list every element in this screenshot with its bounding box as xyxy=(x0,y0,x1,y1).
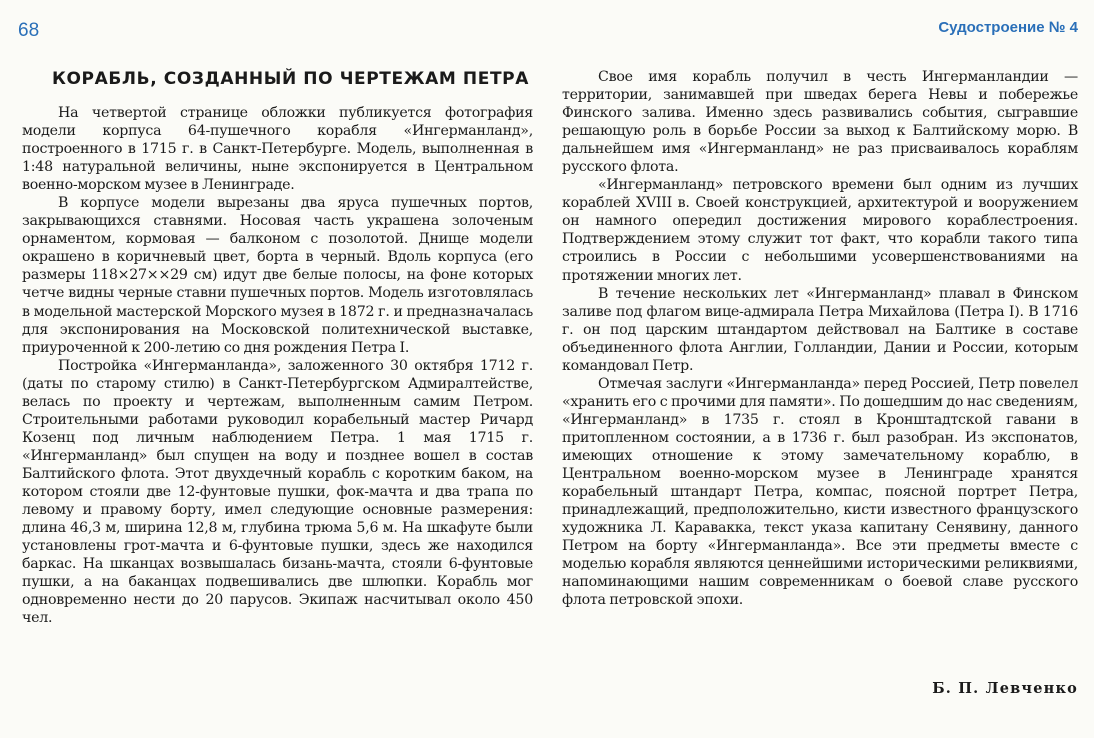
author-signature: Б. П. Левченко xyxy=(932,680,1078,697)
running-head: Судостроение № 4 xyxy=(938,19,1078,36)
paragraph: Отмечая заслуги «Ингерманланда» перед Россией, Петр повелел «хранить его с прочими для памяти». По дошедшим до нас сведениям, «Ингерманланд» в 1735 г. стоял в Кронштадтской гавани в притопленном состоянии, а в 1736 г. был разобран. Из экспонатов, имеющих отношение к этому замечательному кораблю, в Центральном военно-морском музее в Ленинграде хранятся корабельный штандарт Петра, компас, поясной портрет Петра, принадлежащий, предположительно, кисти известного французского художника Л. Каравакка, текст указа капитану Сенявину, данного Петром на борту «Ингерманланда». Все эти предметы вместе с моделью корабля являются ценнейшими историческими реликвиями, напоминающими нашим современникам о боевой славе русского флота петровской эпохи. xyxy=(562,375,1078,609)
paragraph: Постройка «Ингерманланда», заложенного 30 октября 1712 г. (даты по старому стилю) в Санкт-Петербургском Адмиралтействе, велась по проекту и чертежам, выполненным самим Петром. Строительными работами руководил корабельный мастер Ричард Козенц под личным наблюдением Петра. 1 мая 1715 г. «Ингерманланд» был спущен на воду и позднее вошел в состав Балтийского флота. Этот двухдечный корабль с коротким баком, на котором стояли две 12-фунтовые пушки, фок-мачта и два трапа по левому и правому борту, имел следующие основные размерения: длина 46,3 м, ширина 12,8 м, глубина трюма 5,6 м. На шкафуте были установлены грот-мачта и 6-фунтовые пушки, здесь же находился баркас. На шканцах возвышалась бизань-мачта, стояли 6-фунтовые пушки, а на баканцах подвешивались две шлюпки. Корабль мог одновременно нести до 20 парусов. Экипаж насчитывал около 450 чел. xyxy=(22,357,533,627)
paragraph: В корпусе модели вырезаны два яруса пушечных портов, закрывающихся ставнями. Носовая часть украшена золоченым орнаментом, кормовая — балконом с позолотой. Днище модели окрашено в коричневый цвет, борта в черный. Вдоль корпуса (его размеры 118×27××29 см) идут две белые полосы, на фоне которых четче видны черные ставни пушечных портов. Модель изготовлялась в модельной мастерской Морского музея в 1872 г. и предназначалась для экспонирования на Московской политехнической выставке, приуроченной к 200-летию со дня рождения Петра I. xyxy=(22,195,533,356)
right-column xyxy=(562,68,1078,609)
paragraph: «Ингерманланд» петровского времени был одним из лучших кораблей XVIII в. Своей конструкцией, архитектурой и вооружением он намного опередил достижения мирового кораблестроения. Подтверждением этому служит тот факт, что корабли такого типа строились в России с небольшими усовершенствованиями на протяжении многих лет. xyxy=(562,177,1078,284)
page-number: 68 xyxy=(18,20,40,41)
paragraph: Свое имя корабль получил в честь Ингерманландии — территории, занимавшей при шведах берега Невы и побережье Финского залива. Именно здесь развивались события, сыгравшие решающую роль в борьбе России за выход к Балтийскому морю. В дальнейшем имя «Ингерманланд» не раз присваивалось кораблям русского флота. xyxy=(562,69,1078,176)
article-title: КОРАБЛЬ, СОЗДАННЫЙ ПО ЧЕРТЕЖАМ ПЕТРА xyxy=(52,69,529,89)
left-column xyxy=(22,68,533,627)
paragraph: На четвертой странице обложки публикуется фотография модели корпуса 64-пушечного корабля «Ингерманланд», построенного в 1715 г. в Санкт-Петербурге. Модель, выполненная в 1:48 натуральной величины, ныне экспонируется в Центральном военно-морском музее в Ленинграде. xyxy=(22,105,533,194)
paragraph: В течение нескольких лет «Ингерманланд» плавал в Финском заливе под флагом вице-адмирала Петра Михайлова (Петра I). В 1716 г. он под царским штандартом действовал на Балтике в составе объединенного флота Англии, Голландии, Дании и России, которым командовал Петр. xyxy=(562,285,1078,374)
